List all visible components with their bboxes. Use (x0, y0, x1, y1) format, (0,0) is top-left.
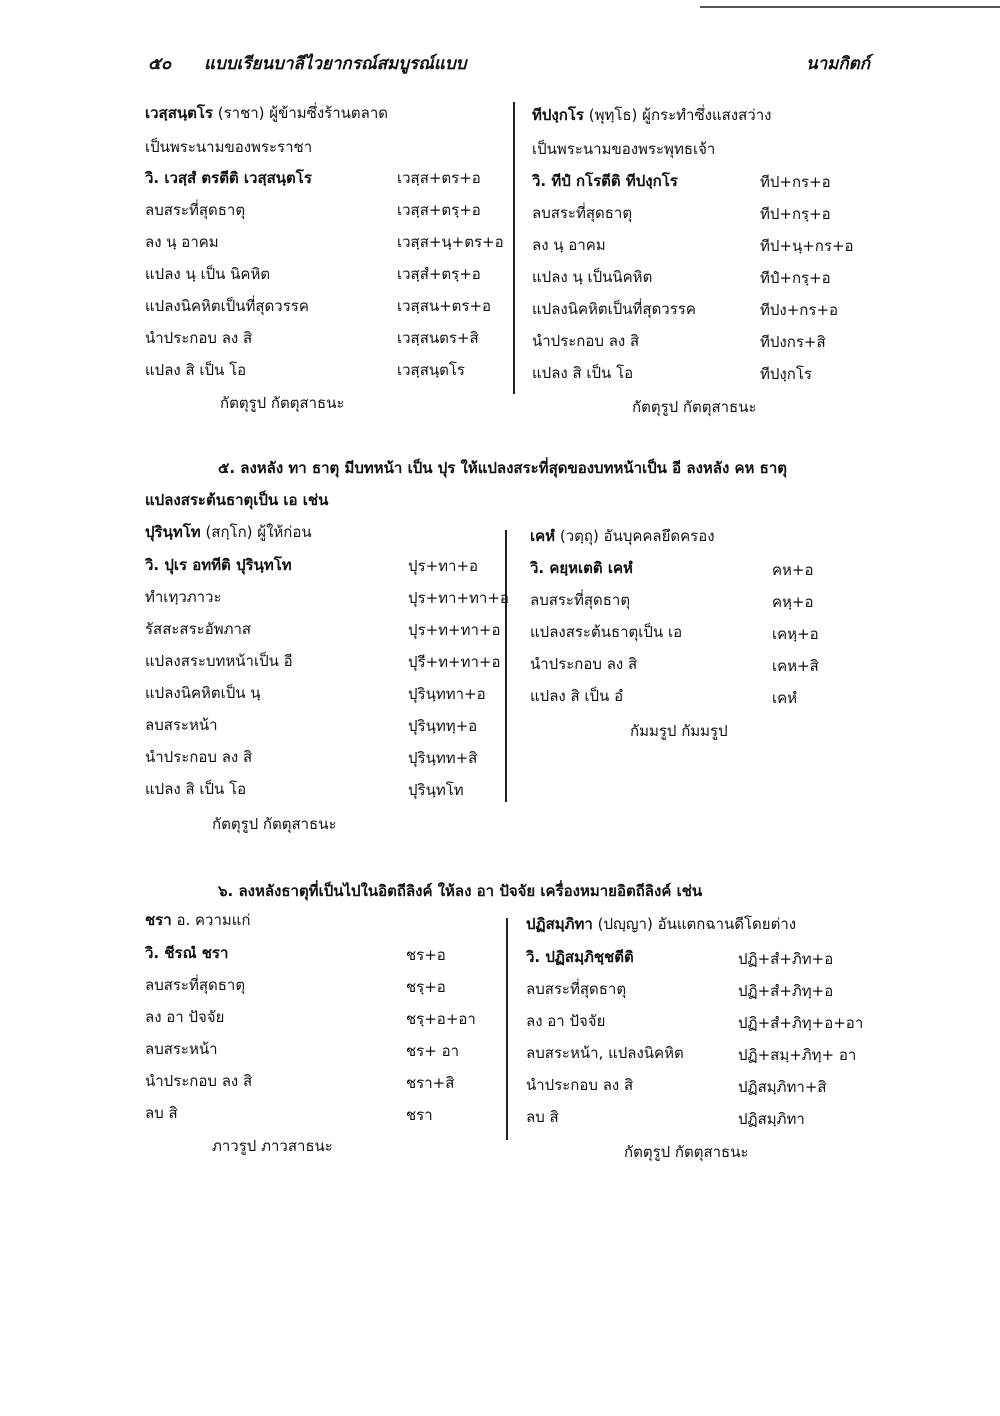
derivation-form: เคหฺ+อ (772, 625, 819, 643)
derivation-form: ปุรินฺทท+สิ (408, 749, 478, 767)
derivation-step: ลง นฺ อาคม (532, 236, 606, 254)
rule-heading: ๖. ลงหลังธาตุที่เป็นไปในอิตถีลิงค์ ให้ลง อา ปัจจัย เครื่องหมายอิตถีลิงค์ เช่น (218, 882, 703, 900)
derivation-step: แปลง นฺ เป็นนิคหิต (532, 268, 653, 286)
derivation-step: ลบสระที่สุดธาตุ (532, 204, 633, 222)
derivation-form: ทีปงกร+สิ (760, 333, 826, 351)
entry-gloss: อ. ความแก่ (176, 911, 251, 929)
top-rule (700, 6, 1000, 8)
derivation-step: ลบ สิ (526, 1108, 559, 1126)
column-divider (513, 102, 515, 394)
derivation-step: ลบสระที่สุดธาตุ (145, 201, 246, 219)
page-number: ๕๐ (148, 54, 172, 74)
entry-gloss: (วตฺถุ) อันบุคคลยึดครอง (559, 527, 715, 545)
derivation-form: ทีป+กรฺ+อ (760, 205, 831, 223)
derivation-form: ทีป+กร+อ (760, 173, 831, 191)
derivation-step: แปลง สิ เป็น โอ (145, 361, 247, 379)
derivation-form: ชรา (406, 1106, 433, 1124)
derivation-step: ลง อา ปัจจัย (145, 1008, 225, 1026)
entry-footer: กัตตุรูป กัตตุสาธนะ (220, 394, 345, 412)
derivation-step: แปลงสระต้นธาตุเป็น เอ (530, 623, 683, 641)
derivation-step: แปลง นฺ เป็น นิคหิต (145, 265, 271, 283)
derivation-step: วิ. คยฺหเตติ เคหํ (530, 559, 633, 577)
derivation-step: แปลงนิคหิตเป็น นฺ (145, 684, 261, 702)
book-title: แบบเรียนบาลีไวยากรณ์สมบูรณ์แบบ (204, 54, 467, 74)
derivation-form: เวสฺสํ+ตรฺ+อ (397, 265, 481, 283)
derivation-step: นำประกอบ ลง สิ (145, 1072, 253, 1090)
derivation-step: ลบสระที่สุดธาตุ (526, 980, 627, 998)
derivation-step: วิ. เวสฺสํ ตรตีติ เวสฺสนฺตโร (145, 169, 312, 187)
derivation-step: วิ. ปุเร อททีติ ปุรินฺทโท (145, 556, 292, 574)
derivation-step: นำประกอบ ลง สิ (145, 748, 253, 766)
derivation-form: ปุรี+ท+ทา+อ (408, 653, 501, 671)
entry-word: ทีปงฺกโร (532, 106, 584, 124)
derivation-form: ชรฺ+อ (406, 978, 446, 996)
derivation-step: ลบ สิ (145, 1104, 178, 1122)
derivation-form: เวสฺสนตร+สิ (397, 329, 479, 347)
derivation-form: ปฏิ+สมฺ+ภิทฺ+ อา (738, 1046, 857, 1064)
entry-footer: กัตตุรูป กัตตุสาธนะ (632, 398, 757, 416)
derivation-step: รัสสะสระอัพภาส (145, 620, 252, 638)
derivation-step: วิ. ชีรณํ ชรา (145, 944, 229, 962)
column-divider (506, 918, 508, 1140)
entry-footer: กัตตุรูป กัตตุสาธนะ (624, 1143, 749, 1161)
derivation-step: แปลง สิ เป็น โอ (532, 364, 634, 382)
derivation-step: ลบสระหน้า, แปลงนิคหิต (526, 1044, 684, 1062)
rule-heading-cont: แปลงสระต้นธาตุเป็น เอ เช่น (145, 491, 329, 509)
derivation-form: ปุรินฺททา+อ (408, 685, 486, 703)
entry-header (145, 525, 312, 540)
entry-gloss: (ราชา) ผู้ข้ามซึ่งร้านตลาด (217, 104, 388, 122)
entry-gloss: (สกฺโก) ผู้ให้ก่อน (205, 523, 312, 541)
derivation-form: ปฏิ+สํ+ภิทฺ+อ+อา (738, 1014, 864, 1032)
entry-header (526, 917, 796, 932)
derivation-form: ชร+ อา (406, 1042, 460, 1060)
entry-footer: กัมมรูป กัมมรูป (630, 722, 728, 740)
derivation-step: แปลง สิ เป็น โอ (145, 780, 247, 798)
derivation-form: ปุร+ท+ทา+อ (408, 621, 501, 639)
derivation-form: ปุร+ทา+อ (408, 557, 479, 575)
derivation-step: นำประกอบ ลง สิ (145, 329, 253, 347)
entry-desc: เป็นพระนามของพระราชา (145, 138, 313, 156)
derivation-step: วิ. ปฏิสมฺภิชฺชตีติ (526, 948, 634, 966)
entry-header (530, 529, 715, 544)
derivation-form: ปุร+ทา+ทา+อ (408, 589, 509, 607)
derivation-form: ปุรินฺทโท (408, 781, 464, 799)
derivation-form: ทีปง+กร+อ (760, 301, 839, 319)
derivation-form: ชรฺ+อ+อา (406, 1010, 476, 1028)
derivation-step: แปลงสระบทหน้าเป็น อี (145, 652, 293, 670)
derivation-form: ปฏิสมฺภิทา+สิ (738, 1078, 827, 1096)
derivation-step: วิ. ทีปํ กโรตีติ ทีปงฺกโร (532, 172, 678, 190)
entry-desc: เป็นพระนามของพระพุทธเจ้า (532, 140, 716, 158)
entry-word: ปฏิสมฺภิทา (526, 915, 593, 933)
entry-header (532, 108, 771, 123)
derivation-form: ปุรินฺททฺ+อ (408, 717, 478, 735)
entry-word: เวสฺสนฺตโร (145, 104, 213, 122)
chapter-title: นามกิตก์ (806, 54, 870, 74)
derivation-form: เคหํ (772, 689, 798, 707)
derivation-form: ชรา+สิ (406, 1074, 455, 1092)
derivation-form: คห+อ (772, 561, 814, 579)
derivation-form: ทีป+นฺ+กร+อ (760, 237, 854, 255)
entry-gloss: (พุทฺโธ) ผู้กระทำซึ่งแสงสว่าง (588, 106, 772, 124)
entry-word: ชรา (145, 911, 172, 929)
derivation-step: แปลงนิคหิตเป็นที่สุดวรรค (145, 297, 309, 315)
derivation-step: ลบสระที่สุดธาตุ (145, 976, 246, 994)
derivation-form: เวสฺส+นฺ+ตร+อ (397, 233, 504, 251)
column-divider (505, 530, 507, 802)
entry-header (145, 913, 251, 928)
derivation-step: ทำเทฺวภาวะ (145, 588, 222, 606)
derivation-step: ลบสระหน้า (145, 716, 218, 734)
derivation-step: นำประกอบ ลง สิ (526, 1076, 634, 1094)
derivation-form: เวสฺสนฺตโร (397, 361, 465, 379)
derivation-form: ชร+อ (406, 946, 446, 964)
derivation-form: เวสฺส+ตร+อ (397, 169, 481, 187)
derivation-form: ปฏิ+สํ+ภิท+อ (738, 950, 834, 968)
rule-heading: ๕. ลงหลัง ทา ธาตุ มีบทหน้า เป็น ปุร ให้แปลงสระที่สุดของบทหน้าเป็น อี ลงหลัง คห ธาตุ (218, 459, 787, 477)
derivation-form: เวสฺส+ตรฺ+อ (397, 201, 481, 219)
derivation-step: ลง นฺ อาคม (145, 233, 219, 251)
derivation-step: ลบสระหน้า (145, 1040, 218, 1058)
derivation-form: ปฏิ+สํ+ภิทฺ+อ (738, 982, 834, 1000)
derivation-step: ลง อา ปัจจัย (526, 1012, 606, 1030)
entry-word: ปุรินฺทโท (145, 523, 201, 541)
entry-footer: ภาวรูป ภาวสาธนะ (212, 1137, 333, 1155)
derivation-form: ปฏิสมฺภิทา (738, 1110, 805, 1128)
derivation-step: นำประกอบ ลง สิ (532, 332, 640, 350)
derivation-step: แปลง สิ เป็น อํ (530, 687, 624, 705)
derivation-step: แปลงนิคหิตเป็นที่สุดวรรค (532, 300, 696, 318)
derivation-form: เวสฺสน+ตร+อ (397, 297, 492, 315)
derivation-form: เคห+สิ (772, 657, 819, 675)
derivation-form: ทีปํ+กรฺ+อ (760, 269, 831, 287)
derivation-step: ลบสระที่สุดธาตุ (530, 591, 631, 609)
derivation-form: ทีปงฺกโร (760, 365, 812, 383)
entry-footer: กัตตุรูป กัตตุสาธนะ (212, 815, 337, 833)
entry-word: เคหํ (530, 527, 556, 545)
derivation-form: คหฺ+อ (772, 593, 814, 611)
entry-gloss: (ปญฺญา) อันแตกฉานดีโดยต่าง (597, 915, 797, 933)
derivation-step: นำประกอบ ลง สิ (530, 655, 638, 673)
entry-header (145, 106, 388, 121)
